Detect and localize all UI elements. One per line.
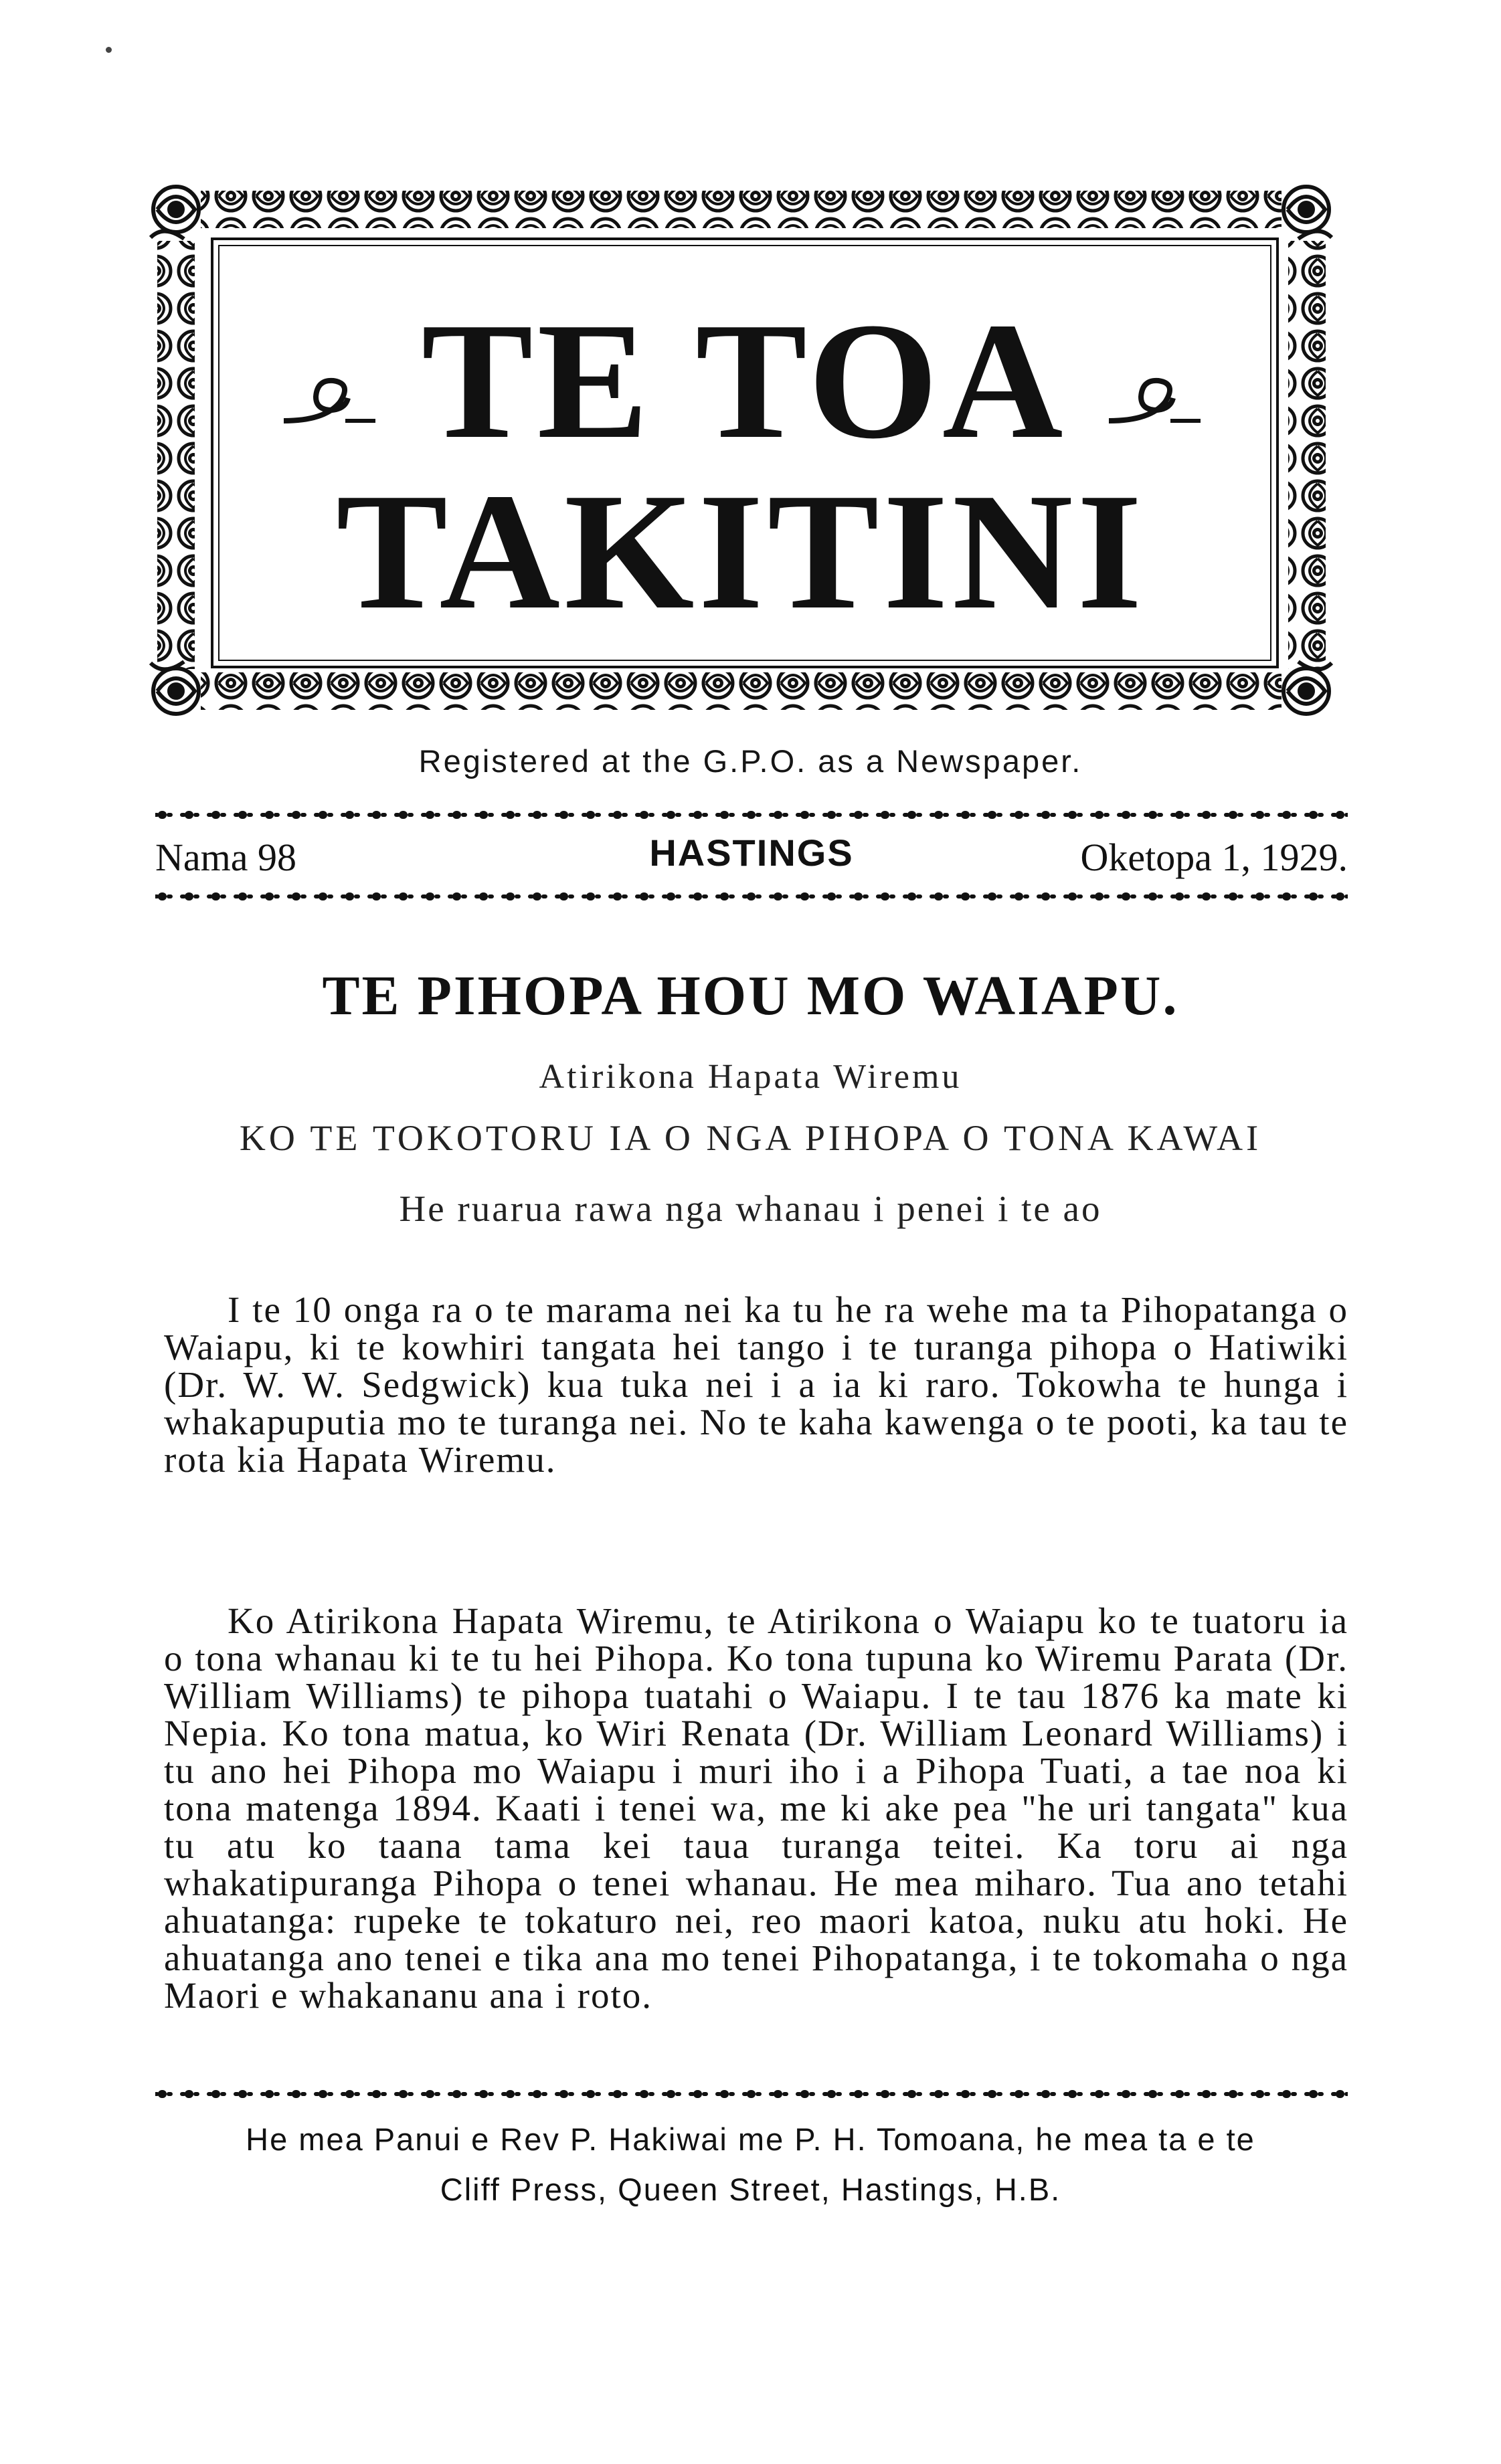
publisher-line-1: He mea Panui e Rev P. Hakiwai me P. H. Tomoana, he mea ta e te xyxy=(246,2121,1255,2157)
article-subhead-caps: KO TE TOKOTORU IA O NGA PIHOPA O TONA KAWAI xyxy=(239,1118,1262,1158)
issue-bar xyxy=(155,830,1348,883)
publisher-line-2: Cliff Press, Queen Street, Hastings, H.B. xyxy=(440,2172,1061,2207)
corner-ornament-top-left xyxy=(151,187,199,239)
article-paragraph-2: Ko Atirikona Hapata Wiremu, te Atirikona o Waiapu ko te tuatoru ia o tona whanau ki te tu hei Pihopa. Ko tona tupuna ko Wiremu Parata (Dr. William Williams) te pihopa tuatahi o Waiapu. I te tau 1876 ka mate ki Nepia. Ko tona matua, ko Wiri Renata (Dr. William Leonard Williams) i tu ano hei Pihopa mo Waiapu i muri iho i a Pihopa Tuati, a tae noa ki tona matenga 1894. Kaati i tenei wa, me ki ake pea "he uri tangata" kua tu atu ko taana tama kei taua turanga teitei. Ka toru ai nga whakatipuranga Pihopa o tenei whanau. He mea miharo. Tua ano tetahi ahuatanga: rupeke te tokaturo nei, reo maori katoa, nuku atu hoki. He ahuatanga ano tenei e tika ana mo tenei Pihopatanga, i te tokomaha o nga Maori e whakananu ana i roto. xyxy=(164,1600,1348,2016)
corner-ornament-bottom-left xyxy=(151,662,199,714)
scroll-flourish-right-icon xyxy=(1103,369,1204,429)
dotted-rule-bottom xyxy=(155,2087,1348,2101)
corner-ornament-top-right xyxy=(1284,187,1332,239)
dotted-rule-middle xyxy=(155,890,1348,903)
title-line-1 xyxy=(137,288,1345,474)
border-band-top xyxy=(201,191,1282,228)
title-text-1: TE TOA xyxy=(421,288,1058,474)
article-subhead-name: Atirikona Hapata Wiremu xyxy=(539,1058,962,1096)
issue-place: HASTINGS xyxy=(649,832,854,874)
dotted-rule-top xyxy=(155,808,1348,822)
title-line-2: TAKITINI xyxy=(336,459,1146,644)
issue-number: Nama 98 xyxy=(155,836,296,879)
scroll-flourish-left-icon xyxy=(278,369,379,429)
border-band-bottom xyxy=(201,672,1282,710)
print-speck xyxy=(106,47,112,53)
article-paragraph-1: I te 10 onga ra o te marama nei ka tu he ra wehe ma ta Pihopatanga o Waiapu, ki te kowhiri tangata hei tango i te turanga pihopa o Hatiwiki (Dr. W. W. Sedgwick) kua tuka nei i a ia ki raro. Tokowha te hunga i whakapuputia mo te turanga nei. No te kaha kawenga o te pooti, ka tau te rota kia Hapata Wiremu. xyxy=(164,1289,1348,1480)
issue-date: Oketopa 1, 1929. xyxy=(1080,836,1348,879)
corner-ornament-bottom-right xyxy=(1284,662,1332,714)
article-headline: TE PIHOPA HOU MO WAIAPU. xyxy=(322,965,1179,1027)
article-lead-line: He ruarua rawa nga whanau i penei i te ao xyxy=(399,1188,1102,1229)
registration-notice: Registered at the G.P.O. as a Newspaper. xyxy=(418,743,1083,779)
masthead xyxy=(137,177,1345,733)
